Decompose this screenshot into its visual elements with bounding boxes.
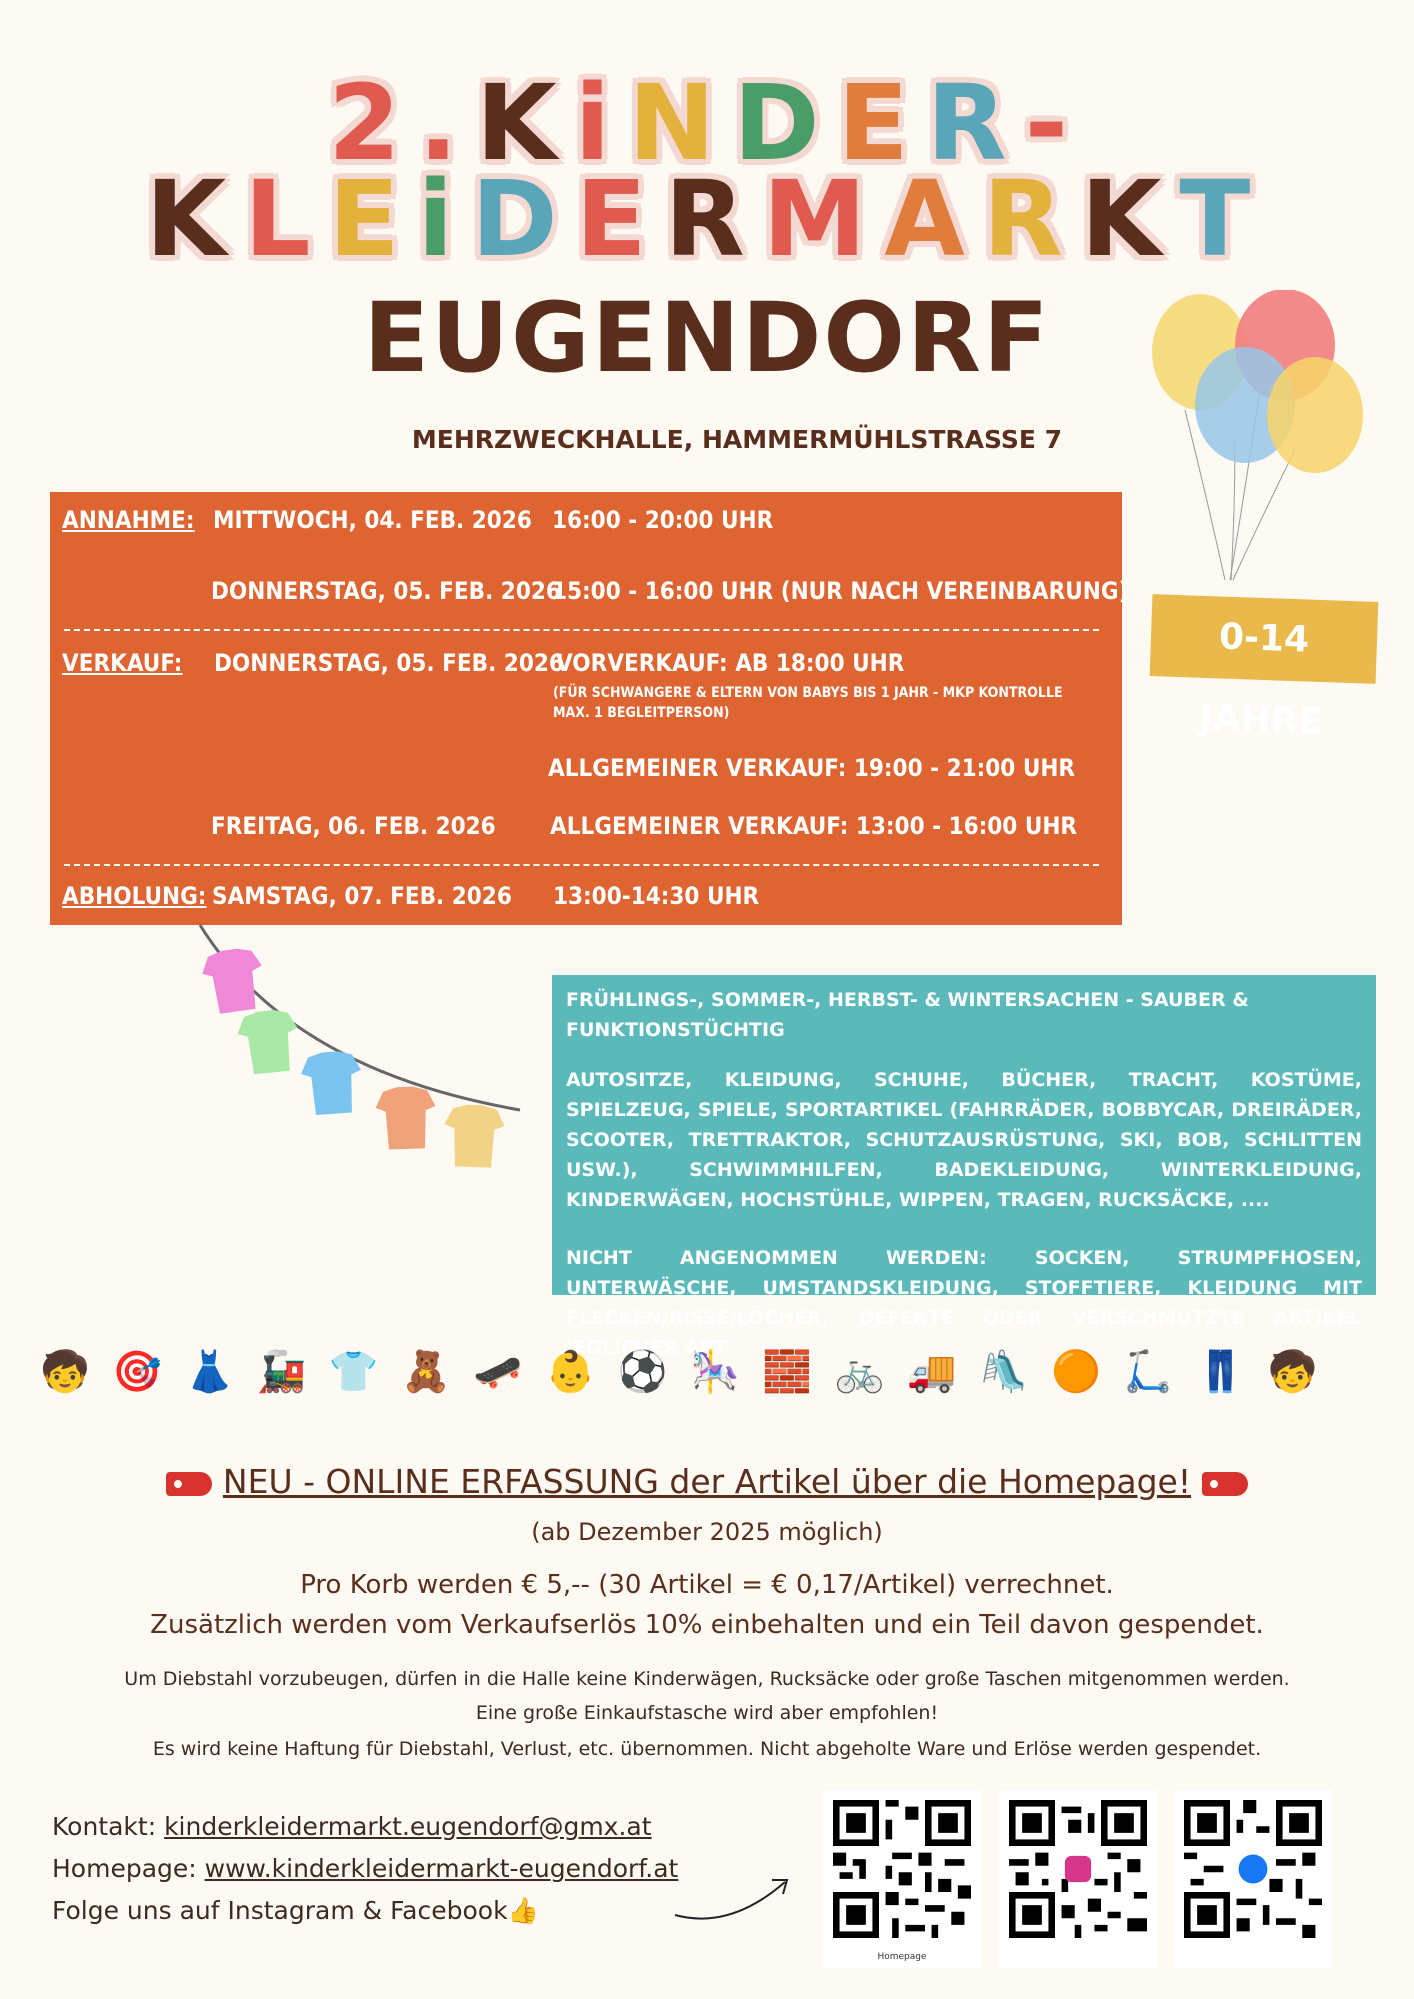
verkauf-time-1: VORVERKAUF: AB 18:00 UHR [556, 649, 905, 677]
abholung-date: SAMSTAG, 07. FEB. 2026 [212, 882, 512, 910]
title-letter: K [1080, 158, 1180, 280]
info-seasons: FRÜHLINGS-, SOMMER-, HERBST- & WINTERSACHEN - SAUBER & FUNKTIONSTÜCHTIG [566, 989, 1249, 1041]
ring-stacker-icon: 🎯 [112, 1349, 163, 1395]
swing-icon: 🎠 [690, 1349, 740, 1395]
price-tag-icon [1202, 1472, 1248, 1496]
title-letter: R [664, 158, 763, 280]
pants-icon: 👖 [1195, 1349, 1246, 1395]
clothesline-icon [190, 920, 530, 1190]
qr-facebook[interactable] [1174, 1790, 1332, 1968]
tshirt-icon: 👕 [328, 1349, 379, 1395]
child-winter-icon: 🧒 [40, 1349, 90, 1395]
title-letter: i [574, 62, 629, 184]
title-letter: E [837, 62, 927, 184]
title-letter: D [733, 62, 838, 184]
title-letter: L [244, 158, 329, 280]
toy-trucks-icon: 🚚 [906, 1349, 957, 1395]
arrow-icon [670, 1870, 800, 1930]
title-letter: E [328, 158, 418, 280]
title-letter: R [926, 62, 1025, 184]
annahme-time-2: 15:00 - 16:00 UHR (NUR NACH VEREINBARUNG) [552, 577, 1129, 605]
title-letter: M [762, 158, 885, 280]
info-box [552, 975, 1376, 1359]
stroller-icon: 👶 [545, 1349, 596, 1395]
qr-instagram[interactable] [999, 1790, 1157, 1968]
title-letter: A [884, 158, 983, 280]
title-letter: N [628, 62, 734, 184]
title-line-2 [0, 158, 1414, 280]
annahme-date-1: MITTWOCH, 04. FEB. 2026 [213, 506, 532, 534]
social-line [52, 1896, 539, 1926]
homepage-label: Homepage: [52, 1854, 197, 1883]
online-availability: (ab Dezember 2025 möglich) [531, 1518, 883, 1546]
qr-homepage[interactable] [823, 1790, 981, 1968]
verkauf-note-1: (FÜR SCHWANGERE & ELTERN VON BABYS BIS 1 JAHR - MKP KONTROLLE [553, 685, 1063, 701]
ball-icon: 🟠 [1051, 1349, 1101, 1395]
verkauf-time-2: ALLGEMEINER VERKAUF: 19:00 - 21:00 UHR [548, 754, 1076, 782]
price-tag-icon [166, 1472, 212, 1496]
qr-code-icon [1009, 1800, 1147, 1938]
title-letter: K [475, 62, 575, 184]
qr-code-icon [833, 1800, 971, 1938]
info-not-accepted: NICHT ANGENOMMEN WERDEN: SOCKEN, STRUMPFHOSEN, UNTERWÄSCHE, UMSTANDSKLEIDUNG, STOFFTIERE, KLEIDUNG MIT FLECKEN/RISSE/LÖCHER, DEFEKTE ODER VERSCHMUTZTE ARTIKEL JEGLICHER ART [566, 1247, 1362, 1359]
liability-note: Es wird keine Haftung für Diebstahl, Verlust, etc. übernommen. Nicht abgeholte Ware und Erlöse werden gespendet. [152, 1738, 1262, 1760]
scooter-icon: 🛴 [1123, 1349, 1174, 1395]
soccer-ball-icon: ⚽ [617, 1349, 668, 1395]
title-letter: E [575, 158, 665, 280]
title-letter: T [1179, 158, 1269, 280]
commission-note: Zusätzlich werden vom Verkaufserlös 10% einbehalten und ein Teil davon gespendet. [150, 1610, 1264, 1640]
age-badge: 0-14 JAHRE [1150, 594, 1379, 684]
title-letter: i [417, 158, 472, 280]
title-letter: 2 [328, 62, 419, 184]
title-letter: D [471, 158, 576, 280]
schedule-box [50, 492, 1129, 925]
child-scarf-icon: 🧒 [1267, 1349, 1318, 1395]
homepage-link[interactable]: www.kinderkleidermarkt-eugendorf.at [204, 1854, 679, 1883]
toy-train-icon: 🚂 [256, 1349, 307, 1395]
title-letter: K [145, 158, 245, 280]
email-link[interactable]: kinderkleidermarkt.eugendorf@gmx.at [164, 1812, 652, 1841]
dress-icon: 👗 [184, 1349, 235, 1395]
annahme-date-2: DONNERSTAG, 05. FEB. 2026 [211, 577, 561, 605]
online-headline [0, 1462, 1414, 1501]
abholung-label: ABHOLUNG: [62, 882, 207, 910]
thumbs-up-icon: 👍 [507, 1896, 539, 1925]
city-heading: EUGENDORF [363, 282, 1051, 394]
slide-icon: 🛝 [978, 1349, 1029, 1395]
verkauf-label: VERKAUF: [62, 649, 183, 677]
contact-homepage-line [52, 1854, 678, 1883]
doll-icon: 🧸 [401, 1349, 451, 1395]
divider [64, 629, 1099, 631]
online-headline-text: NEU - ONLINE ERFASSUNG der Artikel über die Homepage! [222, 1462, 1192, 1501]
title-letter: R [982, 158, 1081, 280]
verkauf-date-3: FREITAG, 06. FEB. 2026 [211, 812, 496, 840]
bicycle-icon: 🚲 [834, 1349, 885, 1395]
price-per-basket: Pro Korb werden € 5,-- (30 Artikel = € 0,17/Artikel) verrechnet. [300, 1570, 1114, 1600]
social-text: Folge uns auf Instagram & Facebook [52, 1896, 508, 1925]
info-accepted: AUTOSITZE, KLEIDUNG, SCHUHE, BÜCHER, TRACHT, KOSTÜME, SPIELZEUG, SPIELE, SPORTARTIKEL (FAHRRÄDER, BOBBYCAR, DREIRÄDER, SCOOTER, TRETTRAKTOR, SCHUTZAUSRÜSTUNG, SKI, BOB, SCHLITTEN USW.), SCHWIMMHILFEN, BADEKLEIDUNG, WINTERKLEIDUNG, KINDERWÄGEN, HOCHSTÜHLE, WIPPEN, TRAGEN, RUCKSÄCKE, .... [566, 1069, 1362, 1211]
venue-address: MEHRZWECKHALLE, HAMMERMÜHLSTRASSE 7 [411, 425, 1063, 454]
verkauf-time-3: ALLGEMEINER VERKAUF: 13:00 - 16:00 UHR [550, 812, 1078, 840]
divider [64, 864, 1099, 866]
toy-icon-row [40, 1330, 1380, 1420]
annahme-time-1: 16:00 - 20:00 UHR [552, 506, 774, 534]
qr-homepage-caption: Homepage [877, 1952, 927, 1962]
theft-note: Um Diebstahl vorzubeugen, dürfen in die Halle keine Kinderwägen, Rucksäcke oder große Taschen mitgenommen werden. [124, 1668, 1290, 1690]
verkauf-date-1: DONNERSTAG, 05. FEB. 2026 [214, 649, 564, 677]
email-label: Kontakt: [52, 1812, 157, 1841]
building-blocks-icon: 🧱 [762, 1349, 813, 1395]
skateboard-icon: 🛹 [473, 1349, 524, 1395]
title-letter: . [418, 62, 476, 184]
abholung-time: 13:00-14:30 UHR [553, 882, 760, 910]
qr-code-icon [1184, 1800, 1322, 1938]
shopping-bag-note: Eine große Einkaufstasche wird aber empfohlen! [475, 1702, 939, 1724]
annahme-label: ANNAHME: [62, 506, 195, 534]
title-letter: - [1024, 62, 1086, 184]
verkauf-note-2: MAX. 1 BEGLEITPERSON) [553, 705, 730, 721]
contact-email-line [52, 1812, 652, 1841]
